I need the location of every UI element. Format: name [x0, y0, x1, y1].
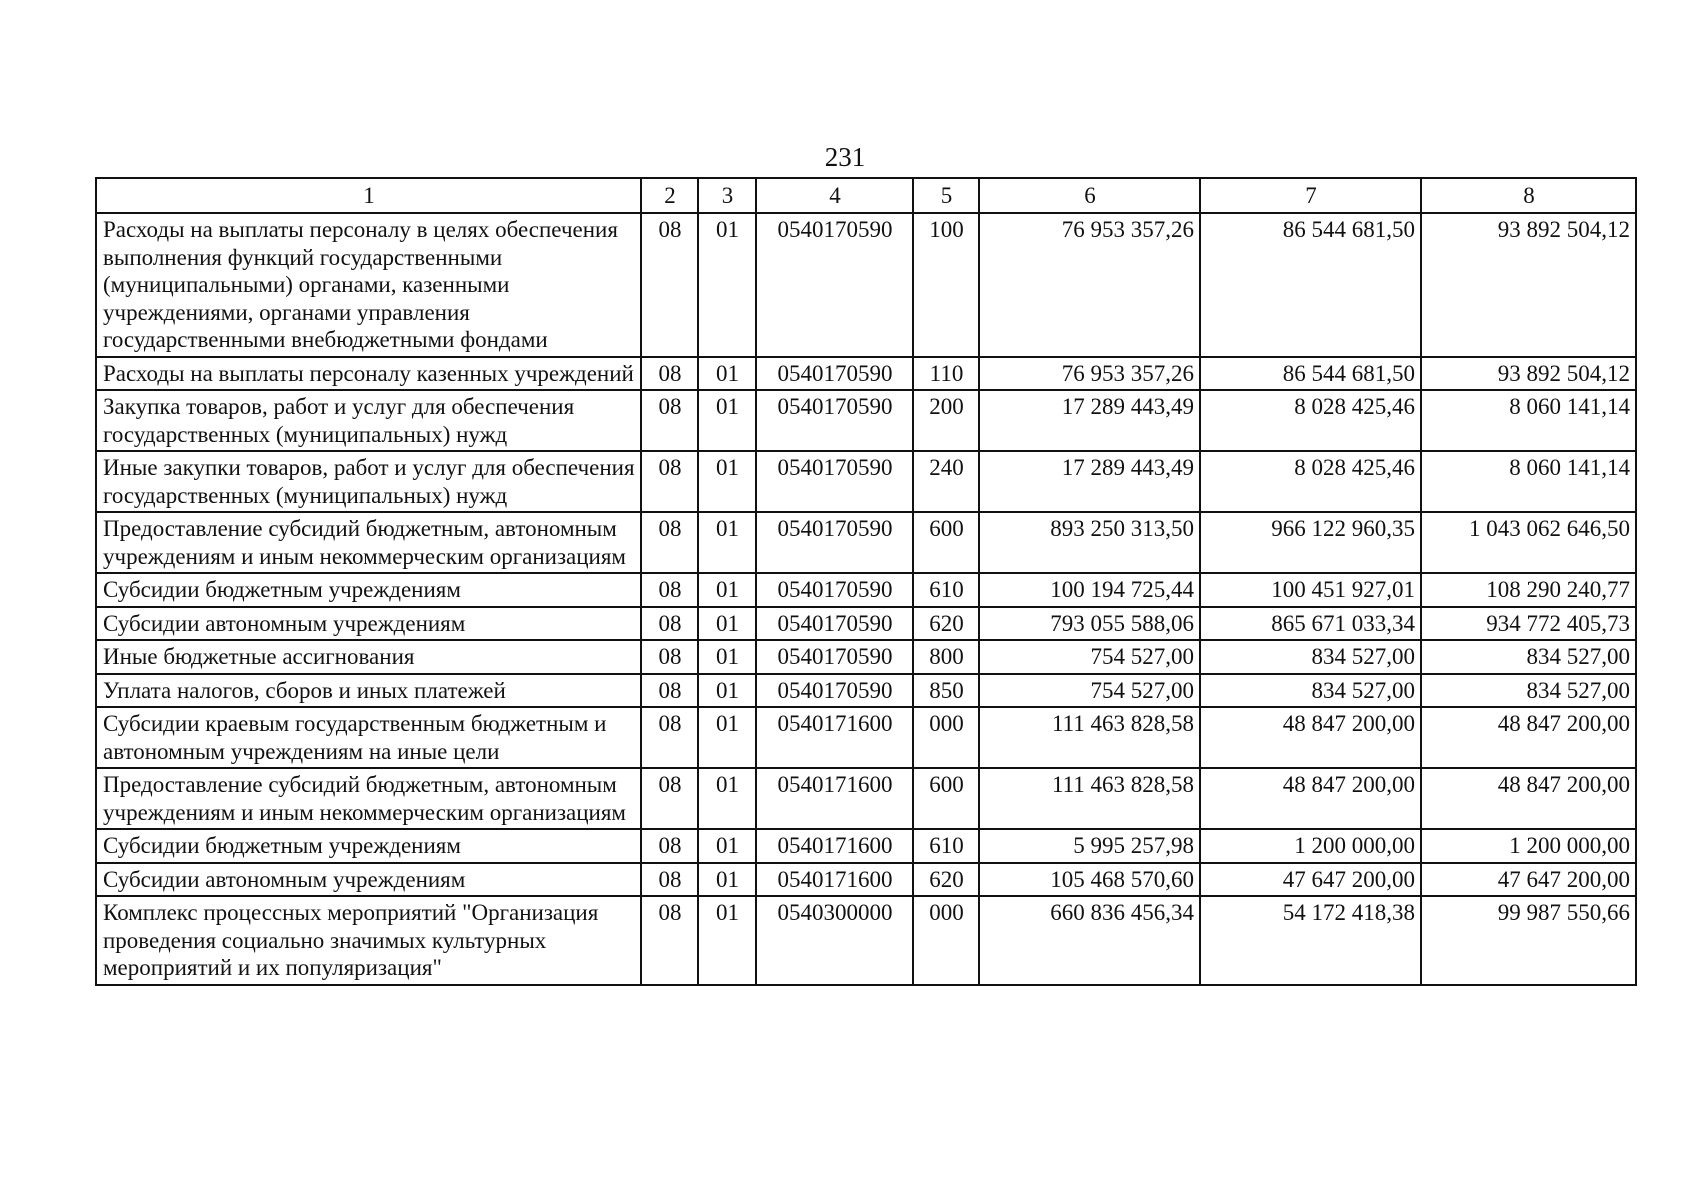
page-number: 231	[824, 142, 866, 172]
row-name-cell: Закупка товаров, работ и услуг для обеспечения государственных (муниципальных) нужд	[96, 390, 641, 451]
expense-type-cell: 240	[913, 451, 979, 512]
budget-table	[95, 177, 1637, 986]
header-cell: 4	[756, 178, 913, 213]
row-name-cell: Субсидии автономным учреждениям	[96, 863, 641, 897]
expense-type-cell: 000	[913, 896, 979, 985]
amount-col6-cell: 76 953 357,26	[979, 357, 1200, 391]
row-name-cell: Расходы на выплаты персоналу в целях обеспечения выполнения функций государственными (муниципальными) органами, казенными учреждениями, органами управления государственными внебюджетными фондами	[96, 213, 641, 357]
subsection-code-cell: 01	[698, 451, 756, 512]
section-code-cell: 08	[641, 829, 698, 863]
header-cell: 7	[1200, 178, 1421, 213]
table-row	[96, 863, 1636, 897]
amount-col6-cell: 893 250 313,50	[979, 512, 1200, 573]
subsection-code-cell: 01	[698, 896, 756, 985]
target-article-cell: 0540170590	[756, 640, 913, 674]
subsection-code-cell: 01	[698, 829, 756, 863]
section-code-cell: 08	[641, 674, 698, 708]
row-name-cell: Иные бюджетные ассигнования	[96, 640, 641, 674]
amount-col8-cell: 934 772 405,73	[1421, 607, 1636, 641]
row-name-cell: Иные закупки товаров, работ и услуг для обеспечения государственных (муниципальных) нужд	[96, 451, 641, 512]
section-code-cell: 08	[641, 863, 698, 897]
amount-col6-cell: 111 463 828,58	[979, 707, 1200, 768]
row-name-cell: Субсидии бюджетным учреждениям	[96, 573, 641, 607]
row-name-cell: Расходы на выплаты персоналу казенных учреждений	[96, 357, 641, 391]
table-row	[96, 896, 1636, 985]
amount-col8-cell: 1 043 062 646,50	[1421, 512, 1636, 573]
section-code-cell: 08	[641, 357, 698, 391]
header-cell: 3	[698, 178, 756, 213]
row-name-cell: Комплекс процессных мероприятий "Организация проведения социально значимых культурных мероприятий и их популяризация"	[96, 896, 641, 985]
table-header-row	[96, 178, 1636, 213]
header-cell: 1	[96, 178, 641, 213]
target-article-cell: 0540171600	[756, 863, 913, 897]
table-row	[96, 707, 1636, 768]
amount-col7-cell: 8 028 425,46	[1200, 390, 1421, 451]
amount-col8-cell: 834 527,00	[1421, 640, 1636, 674]
amount-col7-cell: 86 544 681,50	[1200, 357, 1421, 391]
subsection-code-cell: 01	[698, 607, 756, 641]
expense-type-cell: 110	[913, 357, 979, 391]
expense-type-cell: 610	[913, 573, 979, 607]
target-article-cell: 0540170590	[756, 607, 913, 641]
amount-col6-cell: 5 995 257,98	[979, 829, 1200, 863]
table-row	[96, 674, 1636, 708]
row-name-cell: Субсидии автономным учреждениям	[96, 607, 641, 641]
target-article-cell: 0540300000	[756, 896, 913, 985]
header-cell: 5	[913, 178, 979, 213]
target-article-cell: 0540170590	[756, 390, 913, 451]
amount-col7-cell: 47 647 200,00	[1200, 863, 1421, 897]
section-code-cell: 08	[641, 768, 698, 829]
row-name-cell: Уплата налогов, сборов и иных платежей	[96, 674, 641, 708]
amount-col8-cell: 48 847 200,00	[1421, 707, 1636, 768]
expense-type-cell: 200	[913, 390, 979, 451]
expense-type-cell: 600	[913, 768, 979, 829]
section-code-cell: 08	[641, 512, 698, 573]
amount-col8-cell: 8 060 141,14	[1421, 451, 1636, 512]
target-article-cell: 0540170590	[756, 451, 913, 512]
expense-type-cell: 850	[913, 674, 979, 708]
amount-col7-cell: 100 451 927,01	[1200, 573, 1421, 607]
section-code-cell: 08	[641, 390, 698, 451]
amount-col7-cell: 54 172 418,38	[1200, 896, 1421, 985]
subsection-code-cell: 01	[698, 768, 756, 829]
amount-col7-cell: 8 028 425,46	[1200, 451, 1421, 512]
row-name-cell: Субсидии краевым государственным бюджетным и автономным учреждениям на иные цели	[96, 707, 641, 768]
amount-col7-cell: 966 122 960,35	[1200, 512, 1421, 573]
expense-type-cell: 610	[913, 829, 979, 863]
row-name-cell: Предоставление субсидий бюджетным, автономным учреждениям и иным некоммерческим организациям	[96, 512, 641, 573]
table-row	[96, 573, 1636, 607]
expense-type-cell: 100	[913, 213, 979, 357]
section-code-cell: 08	[641, 213, 698, 357]
table-row	[96, 607, 1636, 641]
subsection-code-cell: 01	[698, 863, 756, 897]
amount-col7-cell: 48 847 200,00	[1200, 768, 1421, 829]
target-article-cell: 0540170590	[756, 674, 913, 708]
subsection-code-cell: 01	[698, 674, 756, 708]
subsection-code-cell: 01	[698, 512, 756, 573]
amount-col6-cell: 100 194 725,44	[979, 573, 1200, 607]
expense-type-cell: 800	[913, 640, 979, 674]
amount-col7-cell: 1 200 000,00	[1200, 829, 1421, 863]
expense-type-cell: 000	[913, 707, 979, 768]
table-row	[96, 829, 1636, 863]
amount-col8-cell: 8 060 141,14	[1421, 390, 1636, 451]
table-row	[96, 213, 1636, 357]
subsection-code-cell: 01	[698, 573, 756, 607]
amount-col8-cell: 47 647 200,00	[1421, 863, 1636, 897]
subsection-code-cell: 01	[698, 640, 756, 674]
amount-col6-cell: 111 463 828,58	[979, 768, 1200, 829]
table-row	[96, 768, 1636, 829]
header-cell: 2	[641, 178, 698, 213]
expense-type-cell: 620	[913, 863, 979, 897]
target-article-cell: 0540170590	[756, 357, 913, 391]
row-name-cell: Субсидии бюджетным учреждениям	[96, 829, 641, 863]
amount-col8-cell: 48 847 200,00	[1421, 768, 1636, 829]
header-cell: 8	[1421, 178, 1636, 213]
amount-col6-cell: 76 953 357,26	[979, 213, 1200, 357]
amount-col8-cell: 93 892 504,12	[1421, 213, 1636, 357]
subsection-code-cell: 01	[698, 707, 756, 768]
amount-col6-cell: 754 527,00	[979, 640, 1200, 674]
row-name-cell: Предоставление субсидий бюджетным, автономным учреждениям и иным некоммерческим организациям	[96, 768, 641, 829]
target-article-cell: 0540171600	[756, 829, 913, 863]
amount-col6-cell: 754 527,00	[979, 674, 1200, 708]
target-article-cell: 0540170590	[756, 213, 913, 357]
expense-type-cell: 600	[913, 512, 979, 573]
section-code-cell: 08	[641, 607, 698, 641]
table-row	[96, 390, 1636, 451]
table-row	[96, 357, 1636, 391]
amount-col6-cell: 660 836 456,34	[979, 896, 1200, 985]
target-article-cell: 0540170590	[756, 573, 913, 607]
table-row	[96, 451, 1636, 512]
subsection-code-cell: 01	[698, 390, 756, 451]
amount-col6-cell: 105 468 570,60	[979, 863, 1200, 897]
subsection-code-cell: 01	[698, 357, 756, 391]
section-code-cell: 08	[641, 573, 698, 607]
amount-col8-cell: 834 527,00	[1421, 674, 1636, 708]
header-cell: 6	[979, 178, 1200, 213]
amount-col7-cell: 865 671 033,34	[1200, 607, 1421, 641]
section-code-cell: 08	[641, 896, 698, 985]
amount-col7-cell: 834 527,00	[1200, 674, 1421, 708]
amount-col6-cell: 17 289 443,49	[979, 451, 1200, 512]
amount-col8-cell: 93 892 504,12	[1421, 357, 1636, 391]
target-article-cell: 0540170590	[756, 512, 913, 573]
table-row	[96, 640, 1636, 674]
section-code-cell: 08	[641, 640, 698, 674]
amount-col6-cell: 793 055 588,06	[979, 607, 1200, 641]
amount-col6-cell: 17 289 443,49	[979, 390, 1200, 451]
table-row	[96, 512, 1636, 573]
subsection-code-cell: 01	[698, 213, 756, 357]
amount-col7-cell: 48 847 200,00	[1200, 707, 1421, 768]
target-article-cell: 0540171600	[756, 768, 913, 829]
amount-col8-cell: 108 290 240,77	[1421, 573, 1636, 607]
section-code-cell: 08	[641, 451, 698, 512]
amount-col7-cell: 834 527,00	[1200, 640, 1421, 674]
amount-col7-cell: 86 544 681,50	[1200, 213, 1421, 357]
expense-type-cell: 620	[913, 607, 979, 641]
section-code-cell: 08	[641, 707, 698, 768]
amount-col8-cell: 99 987 550,66	[1421, 896, 1636, 985]
amount-col8-cell: 1 200 000,00	[1421, 829, 1636, 863]
target-article-cell: 0540171600	[756, 707, 913, 768]
